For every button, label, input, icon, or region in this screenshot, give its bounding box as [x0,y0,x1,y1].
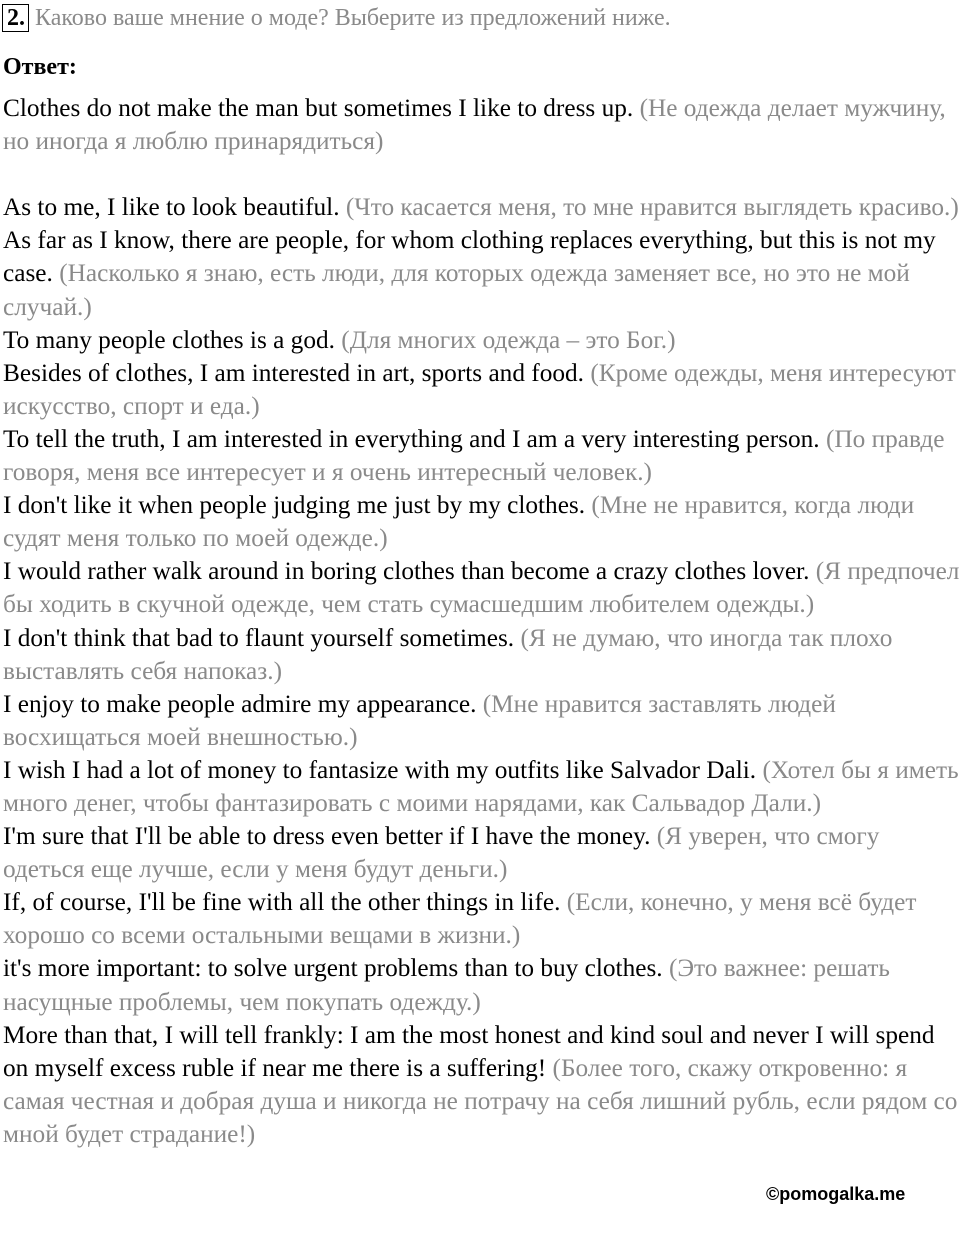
answer-item [3,688,960,754]
answer-translation: (Более того, скажу откровенно: я самая честная и добрая душа и никогда не потрачу на себя лишний рубль, если рядом со мной будет страдание!) [3,1053,958,1148]
answer-translation: (По правде говоря, меня все интересует и я очень интересный человек.) [3,424,945,487]
answer-list [3,92,960,1151]
answer-item [3,92,960,158]
answer-translation: (Я предпочел бы ходить в скучной одежде, чем стать сумасшедшим любителем одежды.) [3,557,960,619]
answer-english: To tell the truth, I am interested in everything and I am a very interesting person. [3,424,820,453]
answer-english: More than that, I will tell frankly: I am the most honest and kind soul and never I will spend on myself excess ruble if near me there is a suffering! [3,1020,935,1082]
answer-item [3,224,960,323]
answer-translation: (Это важнее: решать насущные проблемы, чем покупать одежду.) [3,954,890,1016]
answer-english: Clothes do not make the man but sometimes I like to dress up. [3,94,634,122]
answer-translation: (Для многих одежда – это Бог.) [341,325,676,354]
answer-translation: (Не одежда делает мужчину, но иногда я люблю принарядиться) [3,94,946,156]
answer-item [3,886,960,952]
answer-item [3,324,960,357]
answer-item [3,952,960,1018]
answer-english: I'm sure that I'll be able to dress even better if I have the money. [3,822,651,851]
answer-english: Besides of clothes, I am interested in art, sports and food. [3,358,584,387]
answer-translation: (Мне нравится заставлять людей восхищаться моей внешностью.) [3,689,836,751]
answer-translation: (Мне не нравится, когда люди судят меня только по моей одежде.) [3,491,915,553]
answer-translation: (Что касается меня, то мне нравится выглядеть красиво.) [345,193,959,222]
answer-english: If, of course, I'll be fine with all the other things in life. [3,888,561,917]
answer-item [3,357,960,423]
answer-translation: (Если, конечно, у меня всё будет хорошо со всеми остальными вещами в жизни.) [3,888,917,950]
watermark: ©pomogalka.me [766,1184,906,1204]
answer-item [3,555,960,621]
answer-item [3,423,960,489]
answer-item [3,1019,960,1151]
task-number: 2. [2,4,29,32]
answer-english: I would rather walk around in boring clothes than become a crazy clothes lover. [3,557,810,586]
answer-english: As to me, I like to look beautiful. [3,193,340,222]
answer-translation: (Насколько я знаю, есть люди, для которых одежда заменяет все, но это не мой случай.) [3,259,910,321]
answer-english: I enjoy to make people admire my appearance. [3,689,477,718]
answer-english: I don't like it when people judging me just by my clothes. [3,491,586,520]
answer-translation: (Кроме одежды, меня интересуют искусство, спорт и еда.) [3,358,956,420]
task-question: Каково ваше мнение о моде? Выберите из предложений ниже. [35,5,671,31]
answer-translation: (Я уверен, что смогу одеться еще лучше, если у меня будут деньги.) [3,822,880,884]
answer-item [3,622,960,688]
answer-item [3,191,960,224]
answer-item [3,754,960,820]
answer-label: Ответ: [3,54,77,80]
answer-item [3,489,960,555]
answer-english: I don't think that bad to flaunt yourself sometimes. [3,623,515,652]
answer-english: As far as I know, there are people, for whom clothing replaces everything, but this is not my case. [3,226,936,288]
answer-translation: (Хотел бы я иметь много денег, чтобы фантазировать с моими нарядами, как Сальвадор Дали.) [3,755,959,817]
answer-english: To many people clothes is a god. [3,325,335,354]
answer-translation: (Я не думаю, что иногда так плохо выставлять себя напоказ.) [3,623,893,685]
answer-item [3,820,960,886]
answer-english: I wish I had a lot of money to fantasize with my outfits like Salvador Dali. [3,755,757,784]
answer-english: it's more important: to solve urgent problems than to buy clothes. [3,954,663,983]
task-header [2,3,671,33]
